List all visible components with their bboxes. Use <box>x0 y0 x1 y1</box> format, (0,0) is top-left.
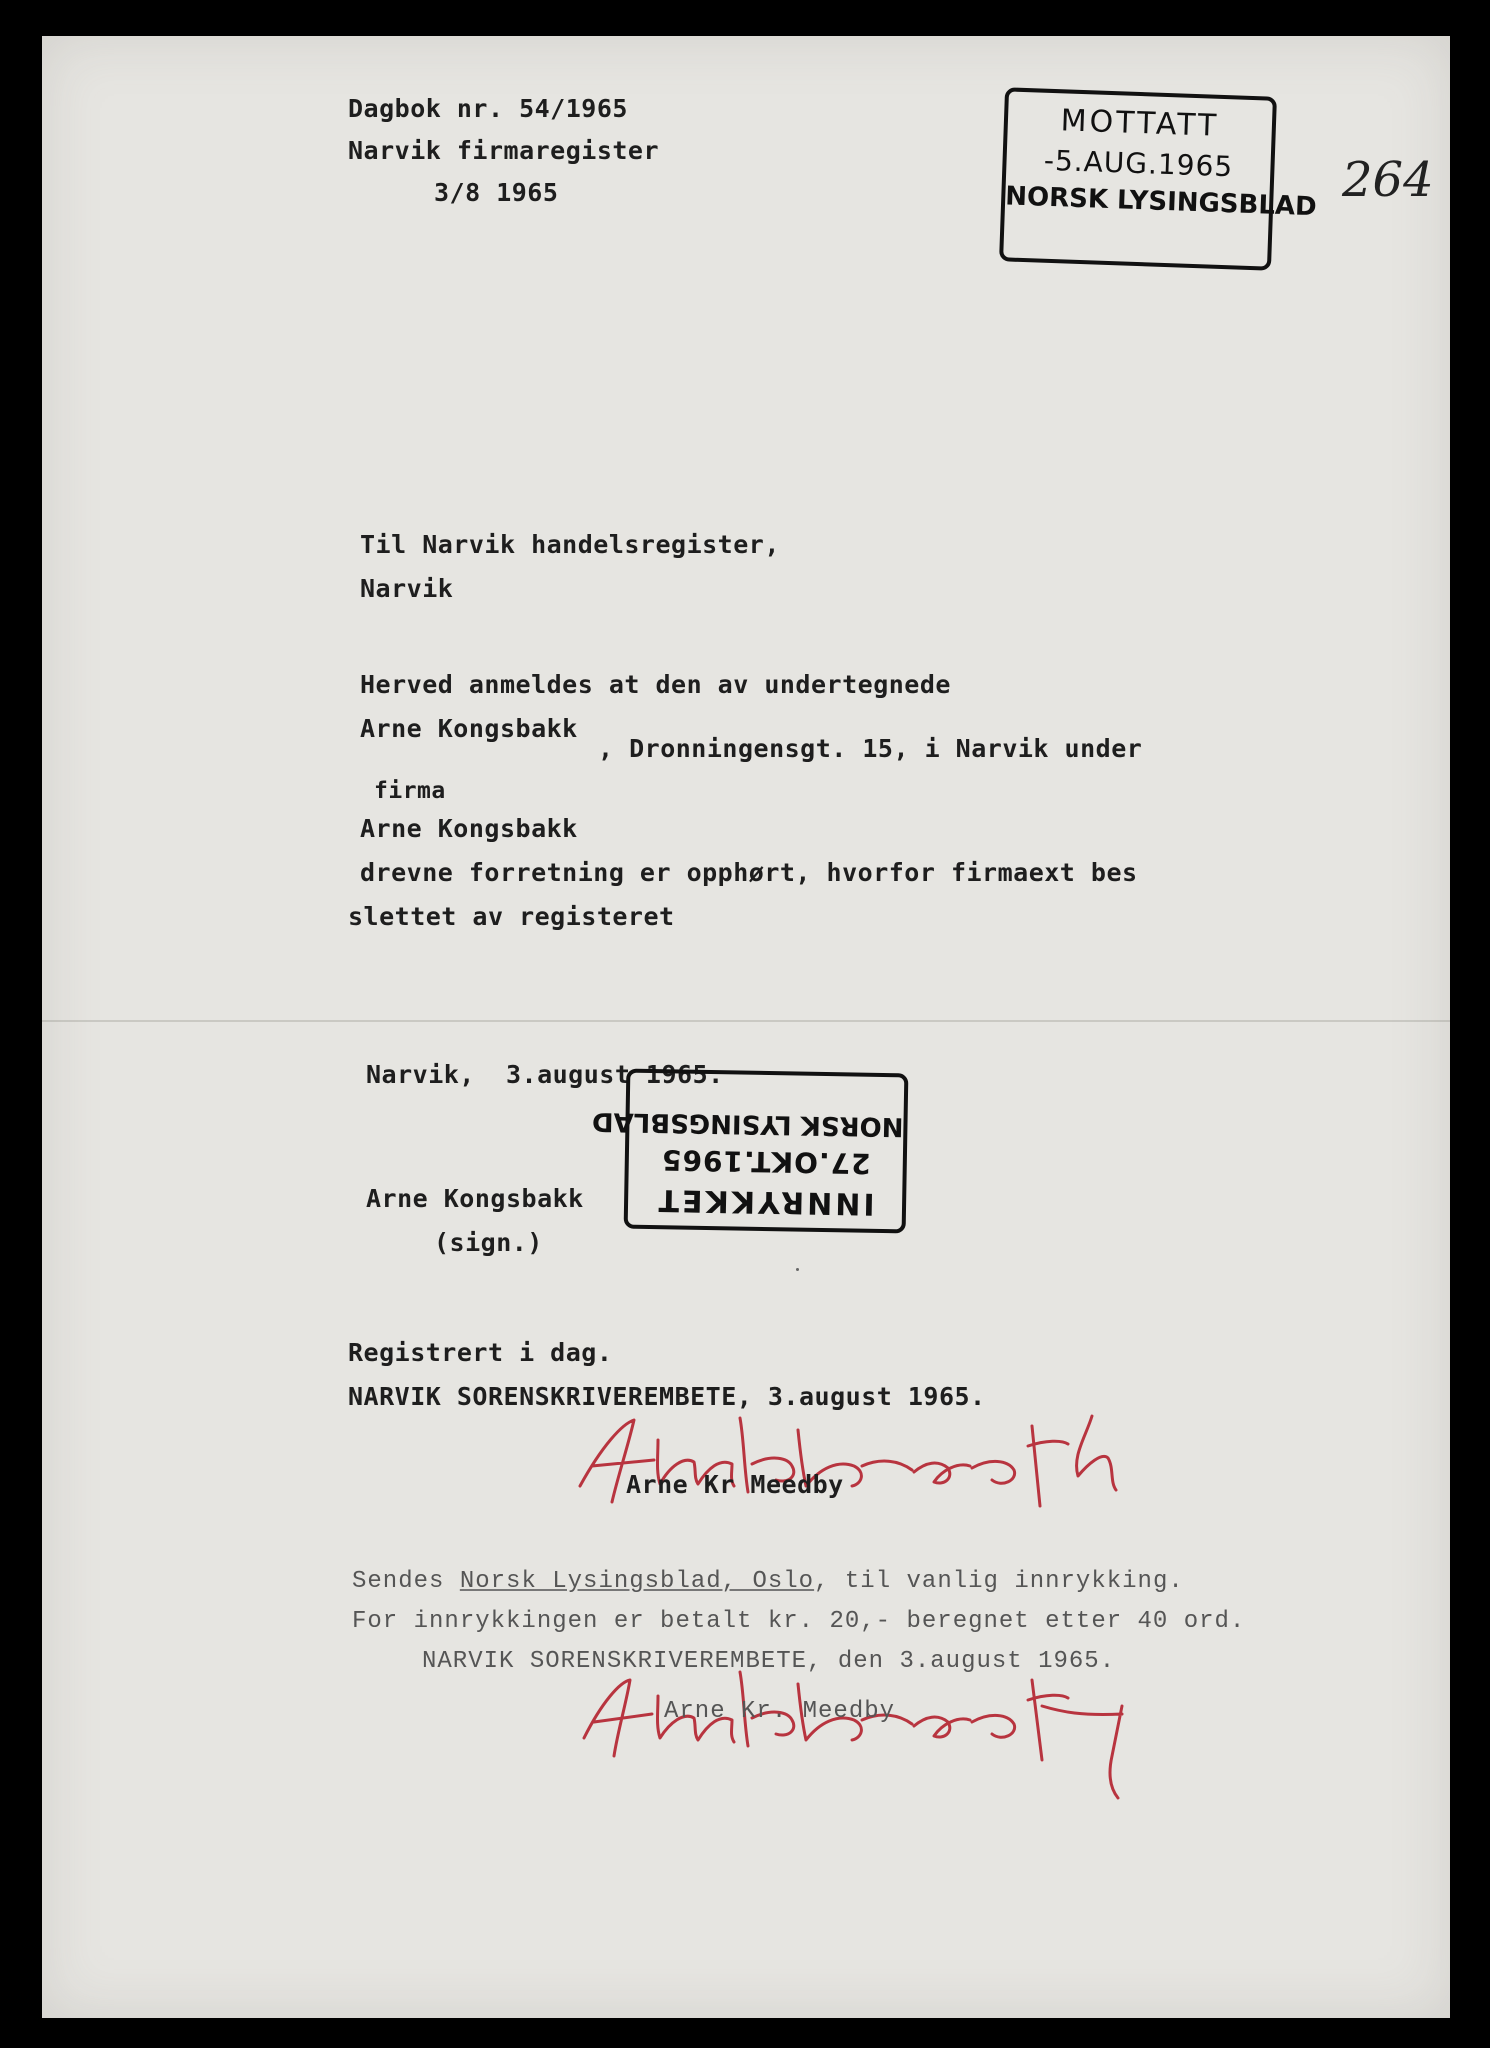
registration-line-1: Registrert i dag. <box>348 1338 613 1367</box>
body-line-4: drevne forretning er opphørt, hvorfor firmaext bes <box>360 858 1138 887</box>
registrar-name: Arne Kr Meedby <box>626 1470 844 1499</box>
addressee-city: Narvik <box>360 574 454 603</box>
registrar-signature-2 <box>562 1656 1182 1806</box>
forwarding-official: Arne Kr. Meedby <box>664 1698 896 1725</box>
dateline: Narvik, 3.august 1965. <box>366 1060 724 1089</box>
signatory-name: Arne Kongsbakk <box>366 1184 584 1213</box>
document-page <box>42 36 1450 2018</box>
inserted-stamp-title: INNRYKKET <box>655 1182 875 1221</box>
addressee: Til Narvik handelsregister, <box>360 530 780 559</box>
inserted-stamp-org: NORSK LYSINGSBLAD <box>591 1105 904 1142</box>
received-stamp-title: MOTTATT <box>1060 103 1220 144</box>
forwarding-line-1 <box>352 1568 1184 1595</box>
body-line-5: slettet av registeret <box>348 902 675 931</box>
received-stamp <box>999 87 1318 270</box>
firm-name: Arne Kongsbakk <box>360 814 578 843</box>
forwarding-prefix: Sendes <box>352 1568 460 1595</box>
owner-name: Arne Kongsbakk <box>360 714 578 743</box>
register-name: Narvik firmaregister <box>348 136 660 165</box>
diary-number: Dagbok nr. 54/1965 <box>348 94 628 123</box>
received-stamp-date: -5.AUG.1965 <box>1043 143 1234 184</box>
firma-label: firma <box>374 778 446 804</box>
body-line-1: Herved anmeldes at den av undertegnede <box>360 670 951 699</box>
owner-address: , Dronningensgt. 15, i Narvik under <box>598 734 1143 763</box>
publication-name: Norsk Lysingsblad, Oslo <box>459 1568 815 1595</box>
header-date: 3/8 1965 <box>434 178 559 207</box>
speck <box>796 1268 799 1271</box>
registration-line-2: NARVIK SORENSKRIVEREMBETE, 3.august 1965. <box>348 1382 986 1411</box>
registrar-signature-1 <box>562 1406 1182 1516</box>
forwarding-suffix: , til vanlig innrykking. <box>814 1568 1184 1595</box>
forwarding-line-2: For innrykkingen er betalt kr. 20,- beregnet etter 40 ord. <box>352 1608 1246 1635</box>
inserted-stamp <box>591 1069 909 1234</box>
fold-line <box>42 1020 1450 1022</box>
signatory-sign: (sign.) <box>434 1228 543 1257</box>
inserted-stamp-date: 27.OKT.1965 <box>660 1143 871 1180</box>
forwarding-line-3: NARVIK SORENSKRIVEREMBETE, den 3.august 1965. <box>422 1648 1116 1675</box>
page-number-handwritten: 264 <box>1342 152 1434 208</box>
received-stamp-org: NORSK LYSINGSBLAD <box>1004 181 1318 223</box>
